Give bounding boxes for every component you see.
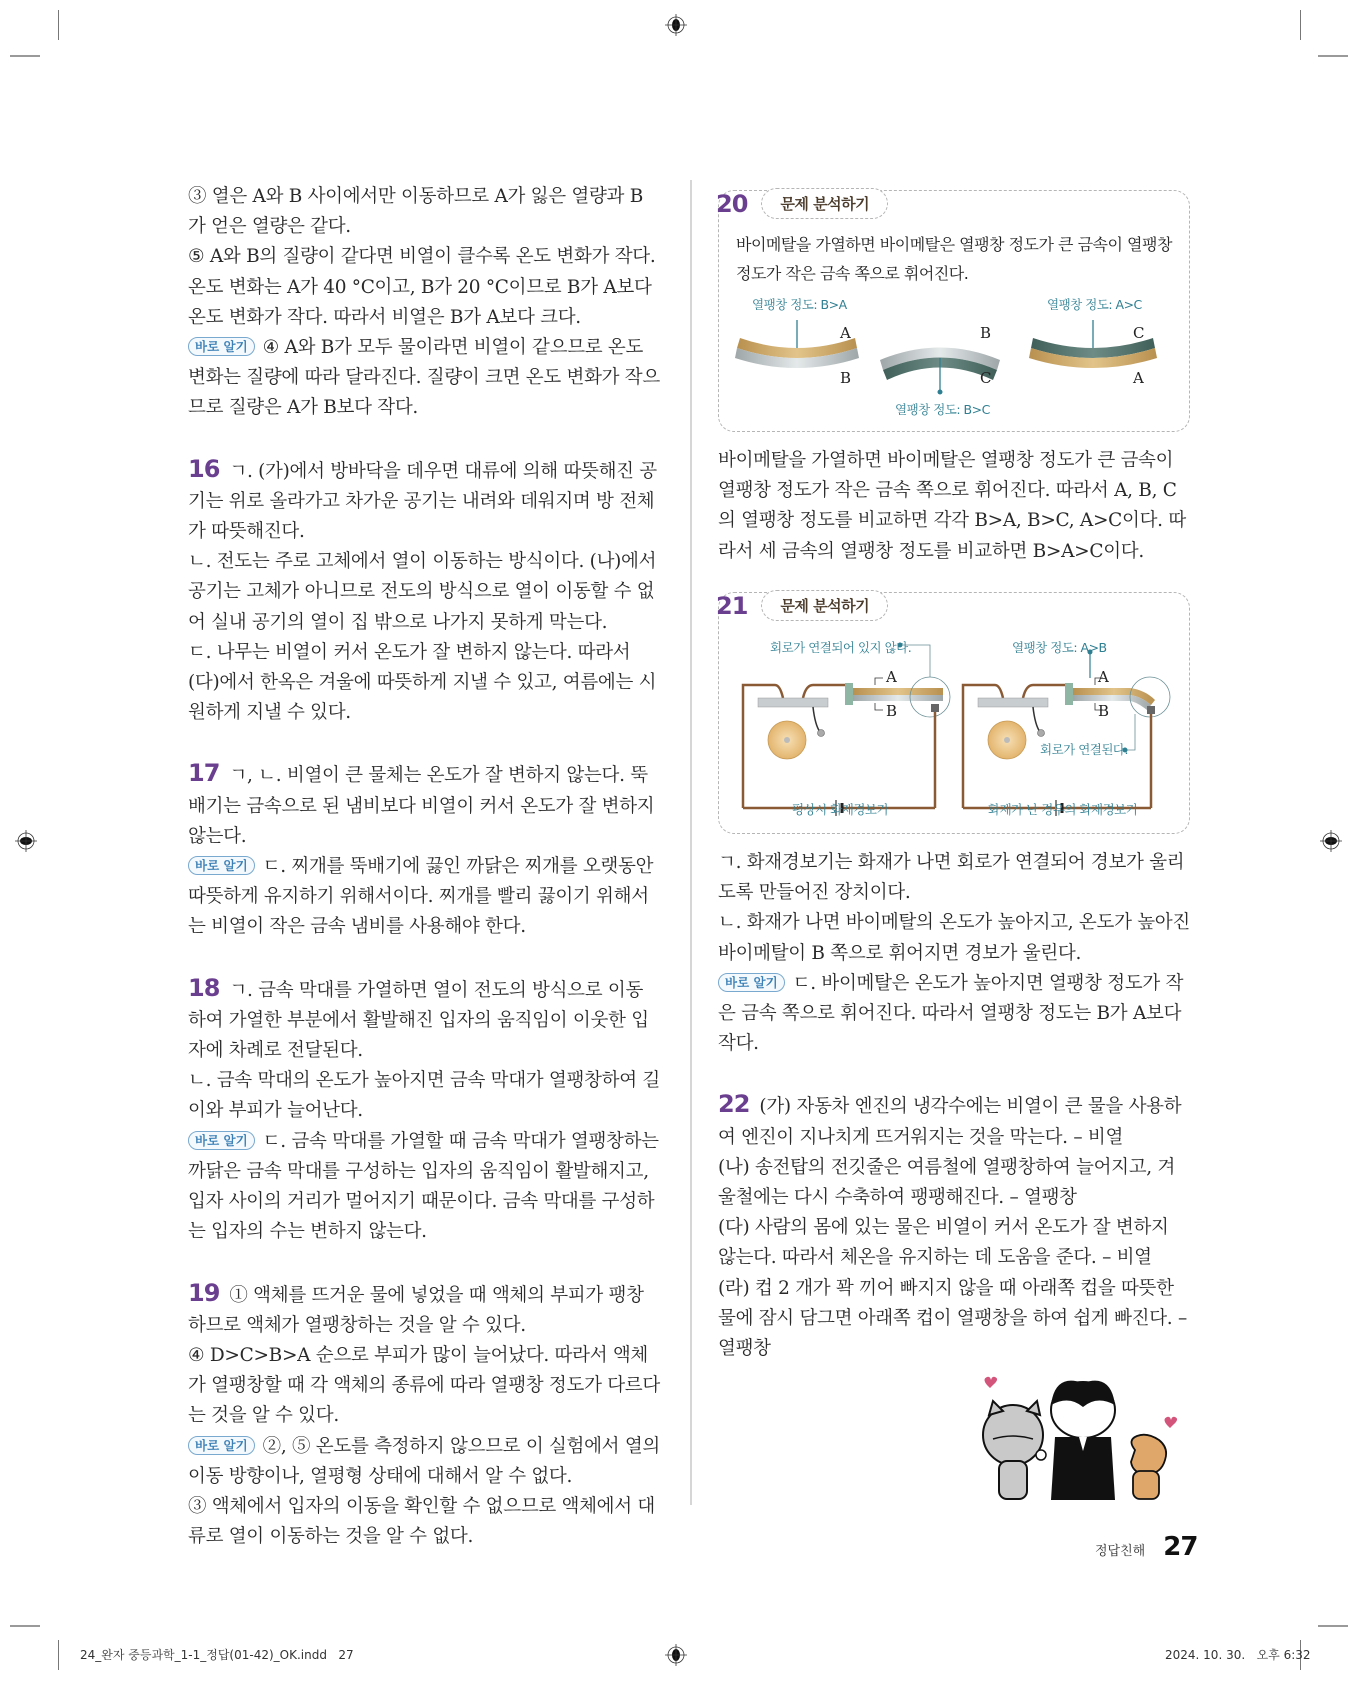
section-name: 정답친해: [1095, 1544, 1146, 1559]
answer-text: ㄱ, ㄴ. 비열이 큰 물체는 온도가 잘 변하지 않는다. 뚝배기는 금속으로 된 냄비보다 비열이 커서 온도가 잘 변하지 않는다.: [188, 765, 655, 847]
answer-line: (다) 사람의 몸에 있는 물은 비열이 커서 온도가 잘 변하지 않는다. 따라서 체온을 유지하는 데 도움을 준다. – 비열: [718, 1217, 1169, 1269]
answer-17: [188, 758, 660, 942]
answer-line: [188, 454, 660, 548]
answer-line: [188, 1278, 660, 1341]
question-number: 20: [716, 189, 748, 218]
bimetal-letter-b: B: [1098, 702, 1110, 720]
bimetal-letter-a: A: [886, 668, 897, 686]
correct-badge: 바로 알기: [188, 1436, 255, 1455]
strip-label-3: 열팽창 정도: A>C: [1047, 297, 1142, 312]
analysis-label: 문제 분석하기: [761, 188, 888, 219]
fire-alarm-circuit-diagram: [735, 640, 1185, 820]
answer-line: (나) 송전탑의 전깃줄은 여름철에 열팽창하여 늘어지고, 겨울철에는 다시 수축하여 팽팽해진다. – 열팽창: [718, 1156, 1176, 1209]
question-number: 18: [188, 973, 220, 1002]
answer-line: [718, 1089, 1190, 1152]
crop-mark: [58, 1640, 59, 1670]
analysis-title-21: [716, 590, 888, 621]
callout-circuit-closed: 회로가 연결된다.: [1040, 742, 1128, 757]
answer-line: [718, 969, 1190, 1060]
correct-badge: 바로 알기: [718, 973, 785, 992]
registration-mark-icon: [665, 14, 687, 36]
answer-line: ③ 열은 A와 B 사이에서만 이동하므로 A가 잃은 열량과 B가 얻은 열량은 같다.: [188, 186, 643, 238]
caption-normal-alarm: 평상시 화재경보기: [792, 802, 889, 817]
registration-mark-icon: [665, 1644, 687, 1666]
badge-text: ㄷ. 바이메탈은 온도가 높아지면 열팽창 정도가 작은 금속 쪽으로 휘어진다. 따라서 열팽창 정도는 B가 A보다 작다.: [718, 972, 1184, 1055]
answer-16: [188, 454, 660, 729]
answer-line: [188, 1127, 660, 1248]
crop-mark: [10, 1625, 40, 1627]
bimetal-strips-diagram: [735, 320, 1185, 400]
answer-line: ㄴ. 전도는 주로 고체에서 열이 이동하는 방식이다. (나)에서 공기는 고체가 아니므로 전도의 방식으로 열이 이동할 수 없어 실내 공기의 열이 집 밖으로 나가지 못하게 막는다.: [188, 551, 657, 633]
answer-line: [188, 333, 660, 424]
answer-20-explanation: [718, 446, 1190, 567]
column-divider: [690, 180, 692, 1505]
answer-line: [188, 852, 660, 943]
strip-letter: B: [980, 324, 992, 342]
strip-letter: A: [1133, 369, 1144, 387]
answer-text: (가) 자동차 엔진의 냉각수에는 비열이 큰 물을 사용하여 엔진이 지나치게 뜨거워지는 것을 막는다. – 비열: [718, 1096, 1182, 1148]
question-number: 17: [188, 759, 220, 788]
print-slug-file: 24_완자 중등과학_1-1_정답(01-42)_OK.indd 27: [80, 1648, 354, 1662]
answer-line: (라) 컵 2 개가 꽉 끼어 빠지지 않을 때 아래쪽 컵을 따뜻한 물에 잠시 담그면 아래쪽 컵이 열팽창을 하여 쉽게 빠진다. – 열팽창: [718, 1277, 1187, 1360]
crop-mark: [10, 55, 40, 57]
crop-mark: [1318, 1625, 1348, 1627]
page-footer: [1095, 1532, 1197, 1562]
analysis-text-20: 바이메탈을 가열하면 바이메탈은 열팽창 정도가 큰 금속이 열팽창 정도가 작은 금속 쪽으로 휘어진다.: [736, 235, 1172, 283]
callout-circuit-open: 회로가 연결되어 있지 않다.: [770, 640, 912, 655]
correct-badge: 바로 알기: [188, 337, 255, 356]
strip-letter: A: [840, 324, 851, 342]
answer-line: ③ 액체에서 입자의 이동을 확인할 수 없으므로 액체에서 대류로 열이 이동하는 것을 알 수 없다.: [188, 1495, 655, 1548]
answer-21-lines: [718, 848, 1190, 1059]
answer-line: [188, 758, 660, 852]
question-number: 22: [718, 1090, 750, 1119]
answer-line: ㄴ. 금속 막대의 온도가 높아지면 금속 막대가 열팽창하여 길이와 부피가 늘어난다.: [188, 1070, 660, 1122]
strip-letter: B: [840, 369, 852, 387]
crop-mark: [58, 10, 59, 40]
question-number: 19: [188, 1278, 220, 1307]
analysis-label: 문제 분석하기: [761, 590, 888, 621]
answer-19: [188, 1278, 660, 1553]
analysis-title-20: [716, 188, 888, 219]
answer-22: [718, 1089, 1190, 1364]
strip-letter: C: [980, 369, 992, 387]
bimetal-letter-a: A: [1098, 668, 1109, 686]
answer-line: ⑤ A와 B의 질량이 같다면 비열이 클수록 온도 변화가 작다. 온도 변화는 A가 40 °C이고, B가 20 °C이므로 B가 A보다 온도 변화가 작다. 따라서 비열은 B가 A보다 크다.: [188, 246, 656, 328]
answer-line: ④ D>C>B>A 순으로 부피가 많이 늘어났다. 따라서 액체가 열팽창할 때 각 액체의 종류에 따라 열팽창 정도가 다르다는 것을 알 수 있다.: [188, 1344, 660, 1427]
answer-line: ㄷ. 나무는 비열이 커서 온도가 잘 변하지 않는다. 따라서 (다)에서 한옥은 겨울에 따뜻하게 지낼 수 있고, 여름에는 시원하게 지낼 수 있다.: [188, 641, 657, 724]
callout-expansion-a-b: 열팽창 정도: A>B: [1012, 640, 1107, 655]
cat-mascots-illustration: [975, 1375, 1185, 1505]
registration-mark-icon: [1320, 830, 1342, 852]
strip-letter: C: [1133, 324, 1145, 342]
answer-line: ㄱ. 화재경보기는 화재가 나면 회로가 연결되어 경보가 울리도록 만들어진 장치이다.: [718, 852, 1185, 904]
answer-text: ㄱ. (가)에서 방바닥을 데우면 대류에 의해 따뜻해진 공기는 위로 올라가고 차가운 공기는 내려와 데워지며 방 전체가 따뜻해진다.: [188, 460, 657, 543]
badge-text: ㄷ. 찌개를 뚝배기에 끓인 까닭은 찌개를 오랫동안 따뜻하게 유지하기 위해서이다. 찌개를 빨리 끓이기 위해서는 비열이 작은 금속 냄비를 사용해야 한다.: [188, 856, 654, 938]
answer-text: ① 액체를 뜨거운 물에 넣었을 때 액체의 부피가 팽창하므로 액체가 열팽창하는 것을 알 수 있다.: [188, 1284, 644, 1336]
answer-line: [188, 1432, 660, 1492]
caption-fire-alarm: 화재가 난 경우의 화재경보기: [988, 802, 1138, 817]
strip-label-2: 열팽창 정도: B>C: [895, 402, 990, 417]
registration-mark-icon: [15, 830, 37, 852]
crop-mark: [1318, 55, 1348, 57]
answer-text: ㄱ. 금속 막대를 가열하면 열이 전도의 방식으로 이동하여 가열한 부분에서 활발해진 입자의 움직임이 이웃한 입자에 차례로 전달된다.: [188, 979, 649, 1062]
left-column: [188, 182, 660, 1582]
answer-line: 바이메탈을 가열하면 바이메탈은 열팽창 정도가 큰 금속이 열팽창 정도가 작은 금속 쪽으로 휘어진다. 따라서 A, B, C의 열팽창 정도를 비교하면 각각 B>A, B>C, A>C이다. 따라서 세 금속의 열팽창 정도를 비교하면 B>A>C이다.: [718, 450, 1186, 562]
answer-21: [718, 848, 1190, 1394]
badge-text: ㄷ. 금속 막대를 가열할 때 금속 막대가 열팽창하는 까닭은 금속 막대를 구성하는 입자의 움직임이 활발해지고, 입자 사이의 거리가 멀어지기 때문이다. 금속 막대를 구성하는 입자의 수는 변하지 않는다.: [188, 1130, 659, 1243]
answer-18: [188, 973, 660, 1248]
correct-badge: 바로 알기: [188, 1131, 255, 1150]
print-slug-timestamp: 2024. 10. 30. 오후 6:32: [1165, 1648, 1311, 1662]
strip-label-1: 열팽창 정도: B>A: [752, 297, 847, 312]
question-number: 21: [716, 591, 748, 620]
answer-line: [188, 973, 660, 1067]
badge-text: ④ A와 B가 모두 물이라면 비열이 같으므로 온도 변화는 질량에 따라 달라진다. 질량이 크면 온도 변화가 작으므로 질량은 A가 B보다 작다.: [188, 337, 660, 419]
crop-mark: [1300, 10, 1301, 40]
question-number: 16: [188, 454, 220, 483]
answer-line: ㄴ. 화재가 나면 바이메탈의 온도가 높아지고, 온도가 높아진 바이메탈이 B 쪽으로 휘어지면 경보가 울린다.: [718, 912, 1190, 964]
badge-text: ②, ⑤ 온도를 측정하지 않으므로 이 실험에서 열의 이동 방향이나, 열평형 상태에 대해서 알 수 없다.: [188, 1435, 660, 1487]
bimetal-letter-b: B: [886, 702, 898, 720]
answer-15-continued: [188, 182, 660, 424]
correct-badge: 바로 알기: [188, 856, 255, 875]
page-number: 27: [1163, 1532, 1198, 1562]
